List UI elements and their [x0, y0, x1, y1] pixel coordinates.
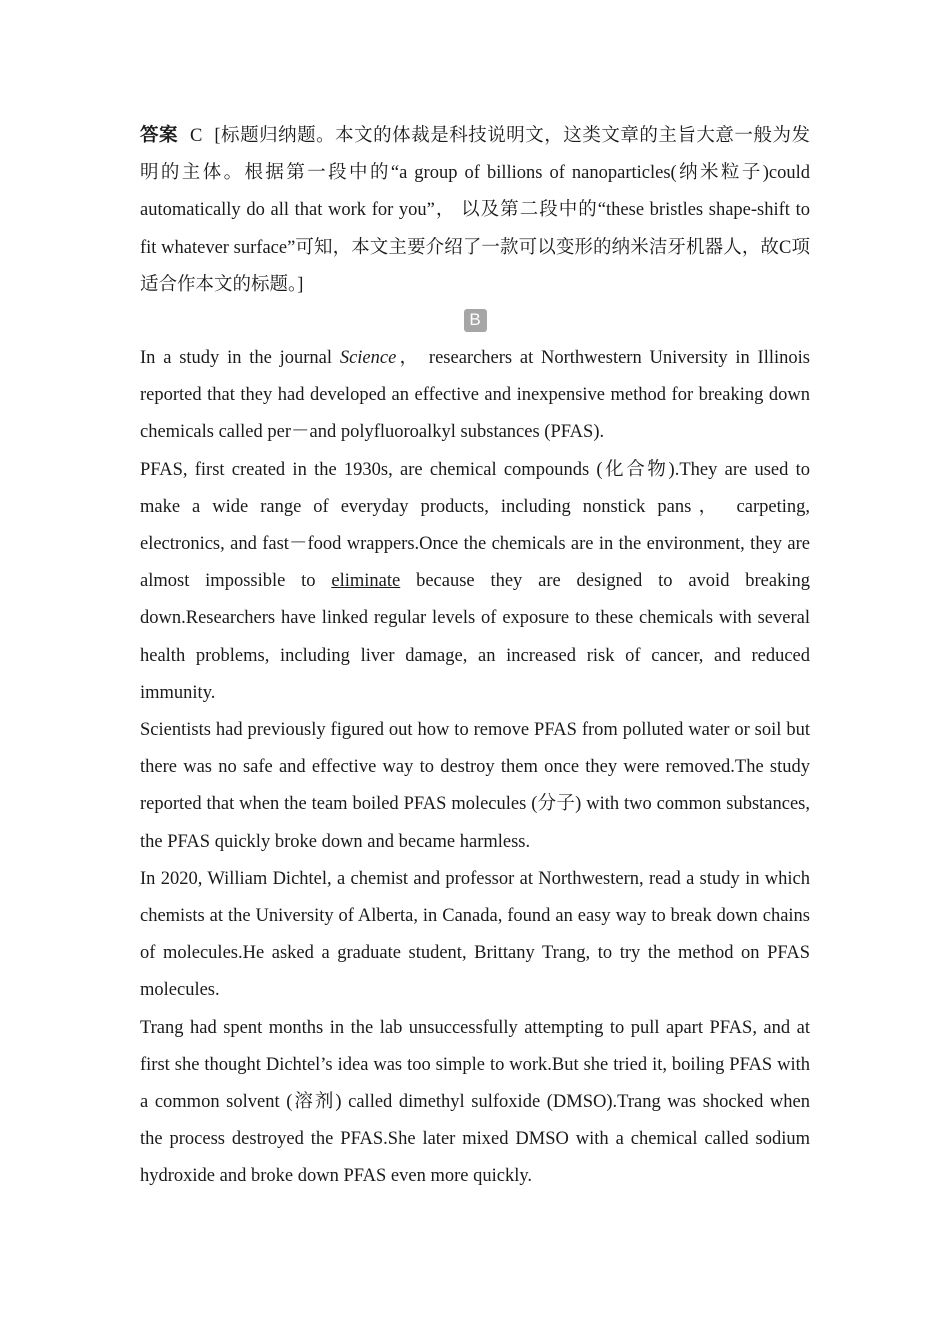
underlined-word: eliminate [331, 571, 401, 592]
answer-explanation-part1: [标题归纳题。本文的体裁是科技说明文，这类文章的主旨大意一般为发明的主体。根据第一段中的“a group of billions of nanoparticles(纳米粒子)could automatically do all that work for you”， 以及第二段中的“these bristles shape-shift to fit whatever surface”可知，本文主要介绍了一款可以变形的纳米洁牙机器人，故 [140, 126, 810, 258]
passage-paragraph-1 [140, 340, 810, 452]
section-badge-row [140, 305, 810, 335]
p1-text-b: ， researchers at Northwestern University in Illinois reported that they had developed an effective and inexpensive method for breaking down chemicals called per－and polyfluoroalkyl substances (PFAS). [140, 348, 810, 443]
answer-choice: C [190, 126, 203, 146]
p2-text-b: because they are designed to avoid breaking down.Researchers have linked regular levels of exposure to these chemicals with several health problems, including liver damage, an increased risk of cancer, and reduced immunity. [140, 571, 810, 703]
p2-text-a: PFAS, first created in the 1930s, are chemical compounds (化合物).They are used to make a wide range of everyday products, including nonstick pans， carpeting, electronics, and fast－food wrappers.Once the chemicals are in the environment, they are almost impossible to [140, 459, 810, 592]
journal-name: Science [339, 348, 397, 369]
answer-label: 答案 [140, 126, 179, 146]
answer-explanation-choice: C [779, 237, 792, 258]
p1-text-a: In a study in the journal [140, 348, 340, 369]
document-page [140, 118, 810, 1196]
passage-paragraph-5: Trang had spent months in the lab unsuccessfully attempting to pull apart PFAS, and at first she thought Dichtel’s idea was too simple to work.But she tried it, boiling PFAS with a common solvent (溶剂) called dimethyl sulfoxide (DMSO).Trang was shocked when the process destroyed the PFAS.She later mixed DMSO with a chemical called sodium hydroxide and broke down PFAS even more quickly. [140, 1017, 810, 1187]
passage-paragraph-3: Scientists had previously figured out how to remove PFAS from polluted water or soil but there was no safe and effective way to destroy them once they were removed.The study reported that when the team boiled PFAS molecules (分子) with two common substances, the PFAS quickly broke down and became harmless. [140, 720, 810, 852]
passage-paragraph-2 [140, 452, 810, 712]
passage-paragraph-4: In 2020, William Dichtel, a chemist and professor at Northwestern, read a study in which chemists at the University of Alberta, in Canada, found an easy way to break down chains of molecules.He asked a graduate student, Brittany Trang, to try the method on PFAS molecules. [140, 868, 810, 1001]
answer-explanation-part2: 项适合作本文的标题。] [140, 237, 810, 295]
answer-paragraph [140, 118, 810, 304]
section-badge: B [464, 309, 487, 332]
